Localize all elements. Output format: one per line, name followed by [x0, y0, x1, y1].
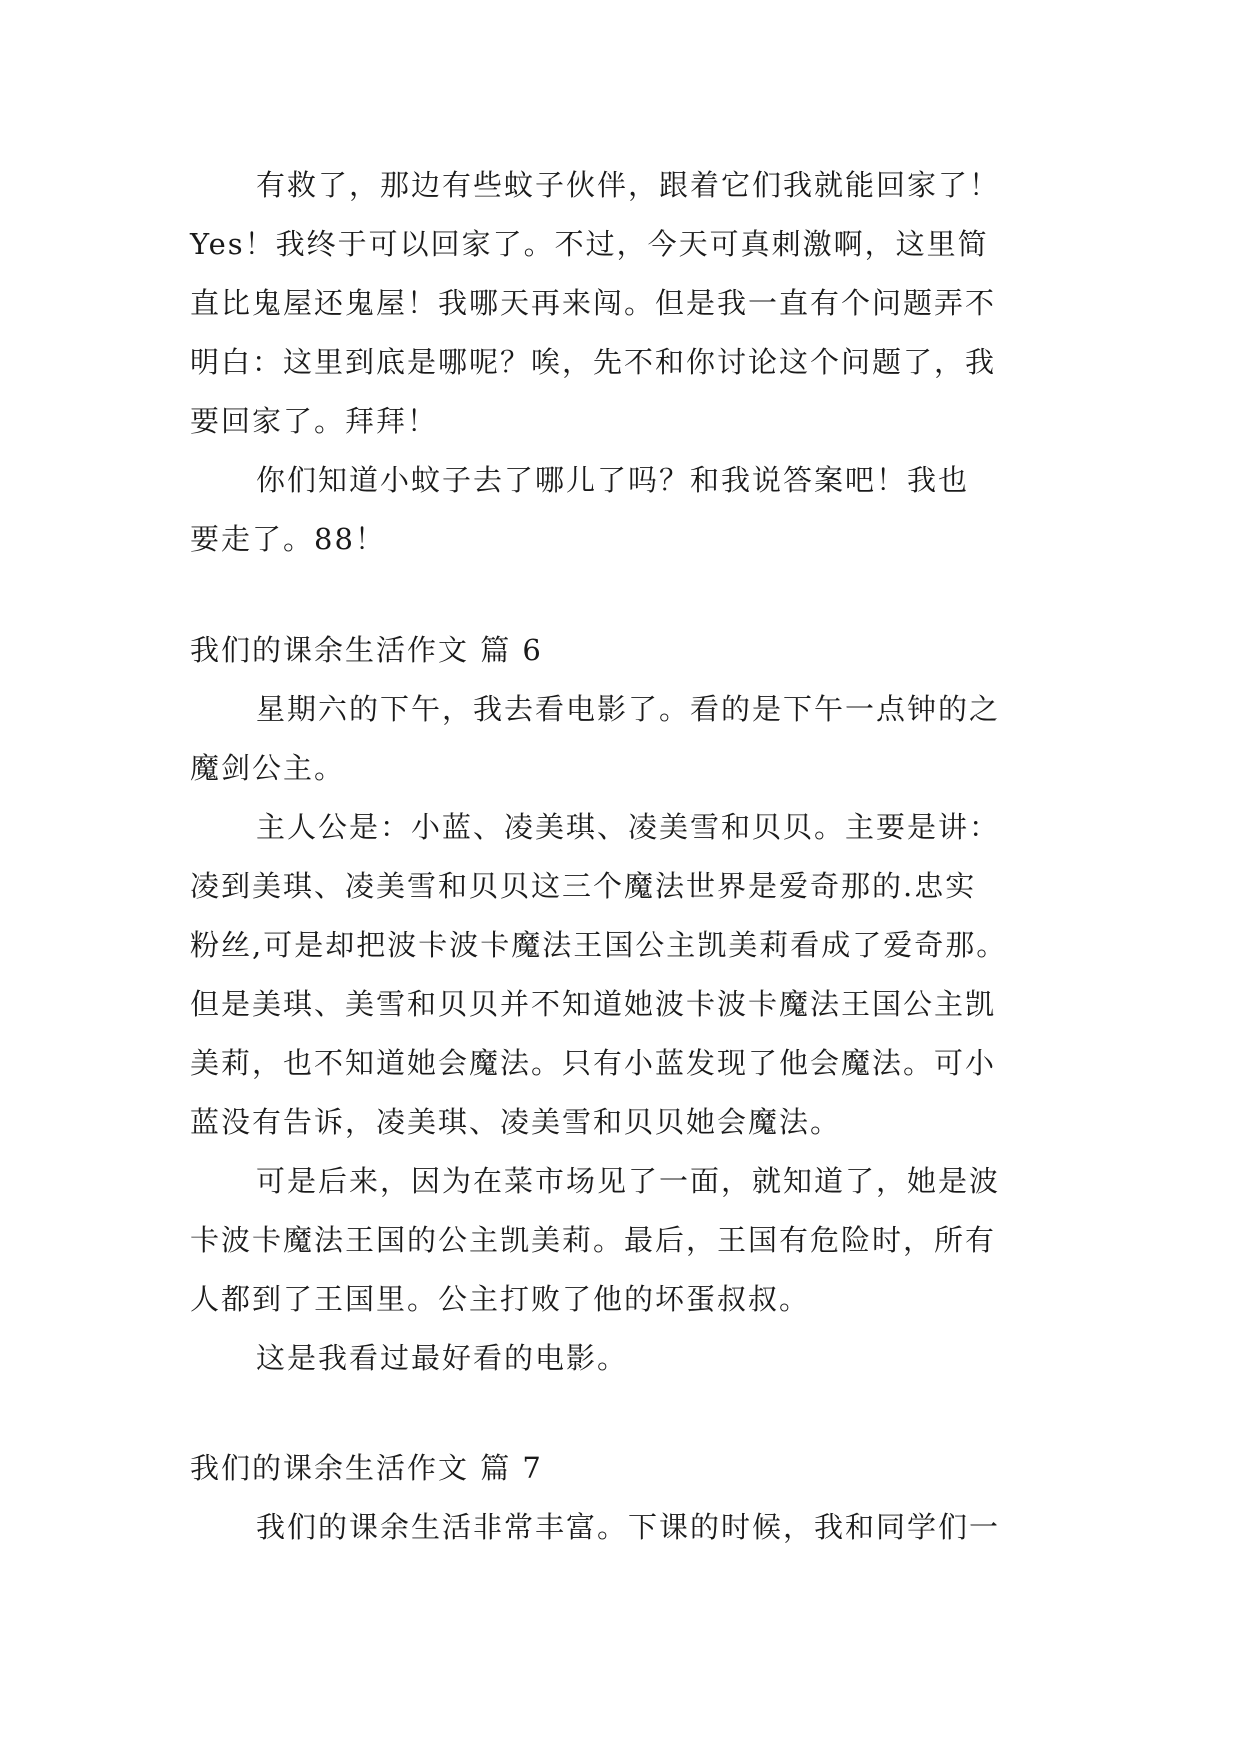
paragraph-line: 美莉，也不知道她会魔法。只有小蓝发现了他会魔法。可小 — [190, 1046, 997, 1080]
paragraph-line: Yes！我终于可以回家了。不过，今天可真刺激啊，这里简 — [190, 227, 989, 261]
paragraph-line: 明白：这里到底是哪呢？唉，先不和你讨论这个问题了，我 — [190, 345, 997, 379]
paragraph-line: 星期六的下午，我去看电影了。看的是下午一点钟的之 — [256, 692, 1001, 726]
paragraph-line: 有救了，那边有些蚊子伙伴，跟着它们我就能回家了！ — [256, 168, 1001, 202]
paragraph-line: 要走了。88！ — [190, 522, 386, 556]
paragraph-line: 直比鬼屋还鬼屋！我哪天再来闯。但是我一直有个问题弄不 — [190, 286, 997, 320]
paragraph-line: 凌到美琪、凌美雪和贝贝这三个魔法世界是爱奇那的.忠实 — [190, 869, 977, 903]
paragraph-line: 卡波卡魔法王国的公主凯美莉。最后，王国有危险时，所有 — [190, 1223, 997, 1257]
paragraph-line: 蓝没有告诉，凌美琪、凌美雪和贝贝她会魔法。 — [190, 1105, 842, 1139]
paragraph-line: 要回家了。拜拜！ — [190, 404, 439, 438]
section-heading: 我们的课余生活作文 篇 6 — [190, 633, 543, 667]
paragraph-line: 人都到了王国里。公主打败了他的坏蛋叔叔。 — [190, 1282, 811, 1316]
paragraph-line: 魔剑公主。 — [190, 751, 346, 785]
paragraph-line: 粉丝,可是却把波卡波卡魔法王国公主凯美莉看成了爱奇那。 — [190, 928, 1008, 962]
paragraph-line: 但是美琪、美雪和贝贝并不知道她波卡波卡魔法王国公主凯 — [190, 987, 997, 1021]
paragraph-line: 可是后来，因为在菜市场见了一面，就知道了，她是波 — [256, 1164, 1001, 1198]
paragraph-line: 主人公是：小蓝、凌美琪、凌美雪和贝贝。主要是讲： — [256, 810, 1001, 844]
section-heading: 我们的课余生活作文 篇 7 — [190, 1451, 543, 1485]
paragraph-line: 这是我看过最好看的电影。 — [256, 1341, 629, 1375]
paragraph-line: 你们知道小蚊子去了哪儿了吗？和我说答案吧！我也 — [256, 463, 970, 497]
paragraph-line: 我们的课余生活非常丰富。下课的时候，我和同学们一 — [256, 1510, 1001, 1544]
